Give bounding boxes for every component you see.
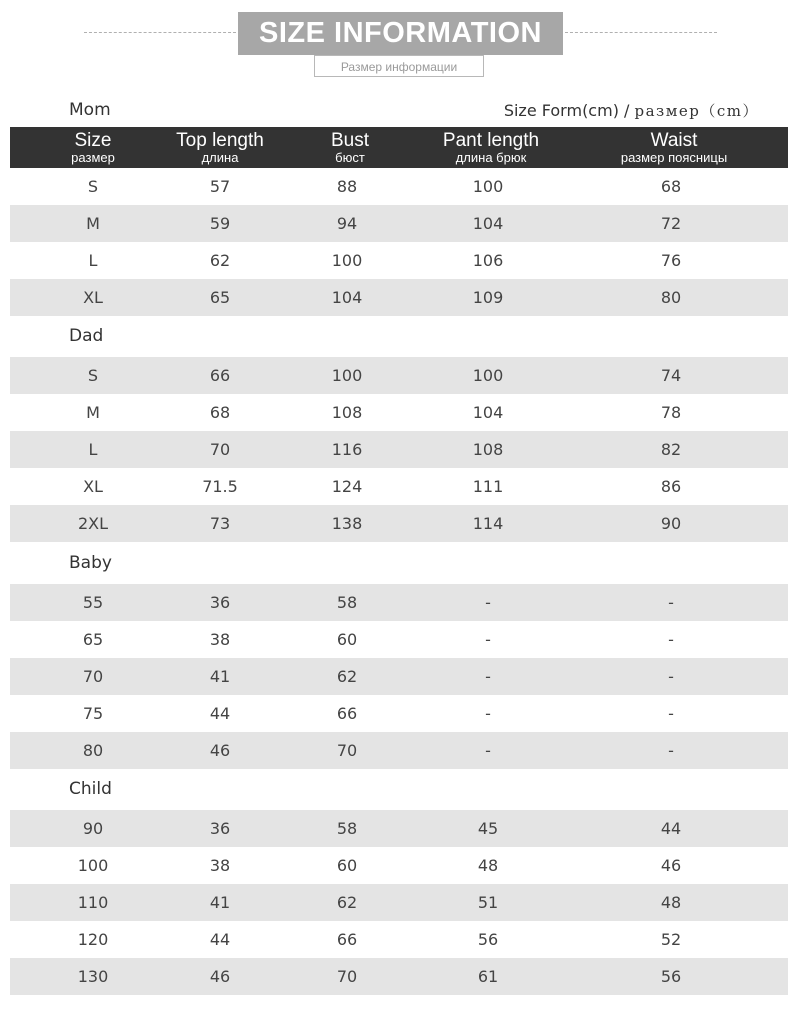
table-cell: 100 — [472, 366, 504, 385]
column-header-label: Waist — [650, 130, 698, 151]
table-cell: 56 — [660, 967, 682, 986]
table-cell: 90 — [660, 514, 682, 533]
table-cell: 80 — [660, 288, 682, 307]
table-cell: 104 — [472, 214, 504, 233]
column-header-ru: размер — [71, 150, 115, 165]
table-cell: 68 — [660, 177, 682, 196]
table-cell: - — [668, 630, 674, 649]
table-cell: S — [87, 177, 99, 196]
table-cell: 56 — [477, 930, 499, 949]
table-cell: 57 — [209, 177, 231, 196]
column-header-ru: длина брюк — [455, 150, 527, 165]
table-cell: 58 — [336, 819, 358, 838]
table-cell: 41 — [209, 667, 231, 686]
table-cell: 36 — [209, 819, 231, 838]
table-cell: 61 — [477, 967, 499, 986]
table-cell: - — [485, 593, 491, 612]
column-header-waist — [621, 127, 727, 168]
page-subtitle: Размер информации — [314, 55, 484, 77]
column-header-ru: бюст — [335, 150, 365, 165]
table-cell: 78 — [660, 403, 682, 422]
column-header-label: Pant length — [442, 130, 540, 151]
table-cell: 108 — [472, 440, 504, 459]
table-cell: 66 — [336, 704, 358, 723]
table-cell: 73 — [209, 514, 231, 533]
title-banner — [0, 0, 800, 90]
table-cell: 70 — [336, 967, 358, 986]
table-cell: 130 — [77, 967, 109, 986]
table-cell: 70 — [82, 667, 104, 686]
table-cell: 2XL — [77, 514, 109, 533]
table-cell: 62 — [336, 893, 358, 912]
table-cell: 86 — [660, 477, 682, 496]
table-cell: 80 — [82, 741, 104, 760]
table-cell: 62 — [209, 251, 231, 270]
table-cell: 55 — [82, 593, 104, 612]
table-cell: 72 — [660, 214, 682, 233]
column-header-pant-length — [443, 127, 539, 168]
table-row — [10, 884, 788, 921]
table-header — [10, 127, 788, 168]
table-cell: 58 — [336, 593, 358, 612]
left-dashed-divider — [84, 32, 236, 33]
table-cell: - — [668, 593, 674, 612]
size-form-label: Size Form(cm) / — [503, 101, 635, 120]
table-cell: 65 — [209, 288, 231, 307]
size-form-ru: размер（cm） — [634, 102, 759, 120]
size-form-unit — [504, 100, 759, 121]
table-row — [10, 205, 788, 242]
table-cell: 90 — [82, 819, 104, 838]
table-cell: 44 — [209, 930, 231, 949]
table-row — [10, 810, 788, 847]
table-cell: - — [485, 741, 491, 760]
table-cell: 111 — [472, 477, 504, 496]
table-cell: 60 — [336, 856, 358, 875]
table-cell: 116 — [331, 440, 363, 459]
column-header-bust — [331, 127, 369, 168]
table-row — [10, 584, 788, 621]
table-cell: - — [668, 667, 674, 686]
right-dashed-divider — [565, 32, 717, 33]
table-cell: 46 — [660, 856, 682, 875]
table-row — [10, 279, 788, 316]
table-cell: 48 — [477, 856, 499, 875]
column-header-top-length — [176, 127, 264, 168]
table-cell: 110 — [77, 893, 109, 912]
table-cell: 104 — [331, 288, 363, 307]
table-cell: 70 — [209, 440, 231, 459]
table-cell: 100 — [77, 856, 109, 875]
table-cell: 76 — [660, 251, 682, 270]
column-header-label: Size — [74, 130, 112, 151]
table-cell: 114 — [472, 514, 504, 533]
table-cell: - — [485, 704, 491, 723]
table-cell: 46 — [209, 741, 231, 760]
size-form-header — [0, 96, 800, 124]
table-cell: 88 — [336, 177, 358, 196]
table-cell: 66 — [209, 366, 231, 385]
table-cell: 59 — [209, 214, 231, 233]
table-row — [10, 695, 788, 732]
column-header-ru: размер поясницы — [620, 150, 728, 165]
column-header-label: Top length — [176, 130, 264, 151]
table-row — [10, 168, 788, 205]
table-cell: - — [668, 741, 674, 760]
table-row — [10, 921, 788, 958]
table-cell: 74 — [660, 366, 682, 385]
column-header-label: Bust — [330, 130, 370, 151]
table-cell: 108 — [331, 403, 363, 422]
page-title: SIZE INFORMATION — [238, 12, 563, 55]
table-cell: L — [88, 440, 98, 459]
table-cell: 52 — [660, 930, 682, 949]
table-cell: 100 — [331, 366, 363, 385]
section-label-mom-header: Mom — [69, 100, 111, 120]
table-cell: 75 — [82, 704, 104, 723]
table-cell: 109 — [472, 288, 504, 307]
table-row — [10, 394, 788, 431]
table-cell: 82 — [660, 440, 682, 459]
table-cell: M — [86, 214, 100, 233]
table-cell: 100 — [331, 251, 363, 270]
table-cell: 48 — [660, 893, 682, 912]
column-header-ru: длина — [201, 150, 239, 165]
table-cell: XL — [83, 477, 103, 496]
table-row — [10, 431, 788, 468]
table-cell: 46 — [209, 967, 231, 986]
table-cell: 120 — [77, 930, 109, 949]
table-row — [10, 847, 788, 884]
table-cell: 65 — [82, 630, 104, 649]
table-cell: 44 — [209, 704, 231, 723]
table-cell: L — [88, 251, 98, 270]
table-row — [10, 505, 788, 542]
table-cell: M — [86, 403, 100, 422]
table-row — [10, 468, 788, 505]
table-cell: S — [87, 366, 99, 385]
table-cell: 45 — [477, 819, 499, 838]
table-row — [10, 958, 788, 995]
table-row — [10, 357, 788, 394]
table-row — [10, 732, 788, 769]
table-cell: 68 — [209, 403, 231, 422]
table-cell: XL — [83, 288, 103, 307]
table-cell: 41 — [209, 893, 231, 912]
table-cell: 124 — [331, 477, 363, 496]
table-cell: 104 — [472, 403, 504, 422]
table-cell: 38 — [209, 630, 231, 649]
table-cell: 100 — [472, 177, 504, 196]
table-cell: - — [668, 704, 674, 723]
table-cell: 44 — [660, 819, 682, 838]
table-cell: 138 — [331, 514, 363, 533]
table-cell: 66 — [336, 930, 358, 949]
table-cell: 38 — [209, 856, 231, 875]
table-row — [10, 621, 788, 658]
table-cell: 62 — [336, 667, 358, 686]
table-cell: 71.5 — [202, 477, 238, 496]
table-cell: 60 — [336, 630, 358, 649]
table-cell: - — [485, 667, 491, 686]
table-cell: - — [485, 630, 491, 649]
table-cell: 94 — [336, 214, 358, 233]
table-cell: 51 — [477, 893, 499, 912]
table-cell: 36 — [209, 593, 231, 612]
column-header-size — [71, 127, 115, 168]
table-cell: 106 — [472, 251, 504, 270]
section-label-dad: Dad — [69, 326, 104, 346]
table-row — [10, 242, 788, 279]
table-row — [10, 658, 788, 695]
table-cell: 70 — [336, 741, 358, 760]
section-label-baby: Baby — [69, 553, 112, 573]
section-label-child: Child — [69, 779, 112, 799]
